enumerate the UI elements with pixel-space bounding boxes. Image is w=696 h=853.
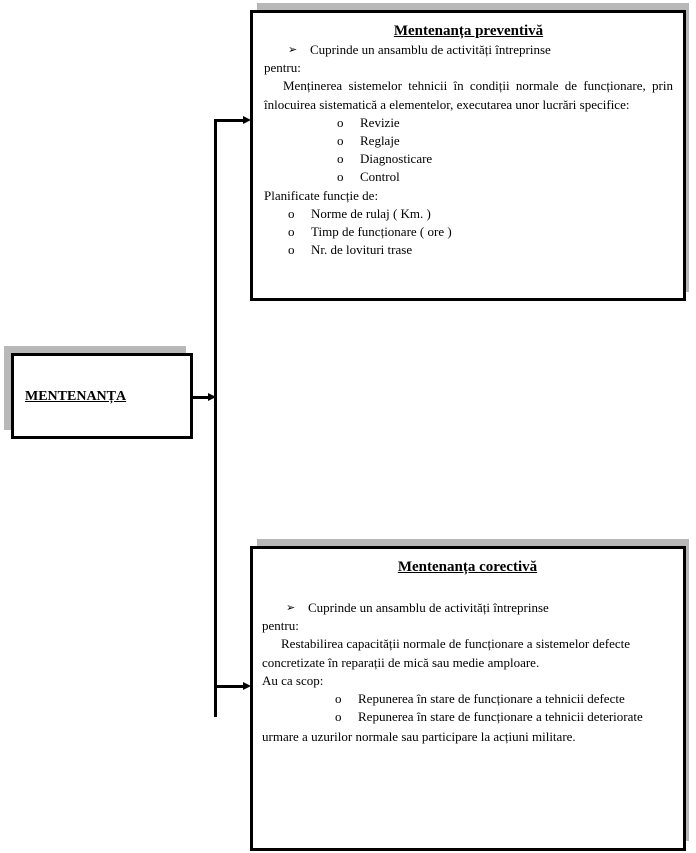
corrective-box xyxy=(250,546,686,851)
preventive-pentru: pentru: xyxy=(264,60,301,76)
activity-item xyxy=(264,168,673,186)
criteria-item xyxy=(264,223,673,241)
main-label: MENTENANȚA xyxy=(25,389,127,404)
connector-to-corrective xyxy=(214,685,244,688)
activity-item xyxy=(264,114,673,132)
corrective-scope-label: Au ca scop: xyxy=(262,672,324,688)
circle-bullet-icon: o xyxy=(335,691,342,707)
corrective-pentru: pentru: xyxy=(262,618,299,634)
connector-from-main xyxy=(193,396,209,399)
main-box xyxy=(11,353,193,439)
circle-bullet-icon: o xyxy=(337,169,344,185)
connector-vertical-line xyxy=(214,119,217,717)
corrective-closing: urmare a uzurilor normale sau participare la acțiuni militare. xyxy=(262,729,576,745)
circle-bullet-icon: o xyxy=(335,709,342,725)
arrow-bullet-icon: ➢ xyxy=(286,601,296,614)
criteria-label: Nr. de lovituri trase xyxy=(311,242,413,258)
circle-bullet-icon: o xyxy=(288,205,295,221)
preventive-description: Menținerea sistemelor tehnicii în condiții normale de funcționare, prin înlocuirea sistematică a elementelor, executarea unor lucrări specifice: xyxy=(264,78,673,112)
connector-to-preventive xyxy=(214,119,244,122)
preventive-title: Mentenanța preventivă xyxy=(393,23,544,39)
circle-bullet-icon: o xyxy=(288,224,295,240)
arrow-bullet-icon: ➢ xyxy=(288,43,298,56)
circle-bullet-icon: o xyxy=(337,133,344,149)
criteria-label: Norme de rulaj ( Km. ) xyxy=(311,205,431,221)
corrective-title: Mentenanța corectivă xyxy=(397,559,538,575)
activity-label: Reglaje xyxy=(360,133,400,149)
criteria-item xyxy=(264,241,673,259)
activity-item xyxy=(264,132,673,150)
criteria-label: Timp de funcționare ( ore ) xyxy=(311,224,452,240)
preventive-box xyxy=(250,10,686,301)
goal-item xyxy=(262,690,673,708)
preventive-intro xyxy=(264,41,673,59)
corrective-intro xyxy=(262,599,673,617)
corrective-description: Restabilirea capacității normale de funcționare a sistemelor defecte concretizate în reparații de mică sau medie amploare. xyxy=(262,636,631,670)
goal-item xyxy=(262,708,673,726)
corrective-intro-text: Cuprinde un ansamblu de activități întreprinse xyxy=(308,600,549,615)
activity-label: Revizie xyxy=(360,114,400,130)
activity-label: Control xyxy=(360,169,400,185)
circle-bullet-icon: o xyxy=(288,242,295,258)
preventive-intro-text: Cuprinde un ansamblu de activități întreprinse xyxy=(310,42,551,57)
activity-label: Diagnosticare xyxy=(360,151,433,167)
arrow-from-main-icon xyxy=(208,393,216,401)
activity-item xyxy=(264,150,673,168)
preventive-planned-label: Planificate funcție de: xyxy=(264,187,379,203)
circle-bullet-icon: o xyxy=(337,114,344,130)
goal-label: Repunerea în stare de funcționare a tehnicii deteriorate xyxy=(358,709,643,725)
criteria-item xyxy=(264,205,673,223)
circle-bullet-icon: o xyxy=(337,151,344,167)
goal-label: Repunerea în stare de funcționare a tehnicii defecte xyxy=(358,691,625,707)
